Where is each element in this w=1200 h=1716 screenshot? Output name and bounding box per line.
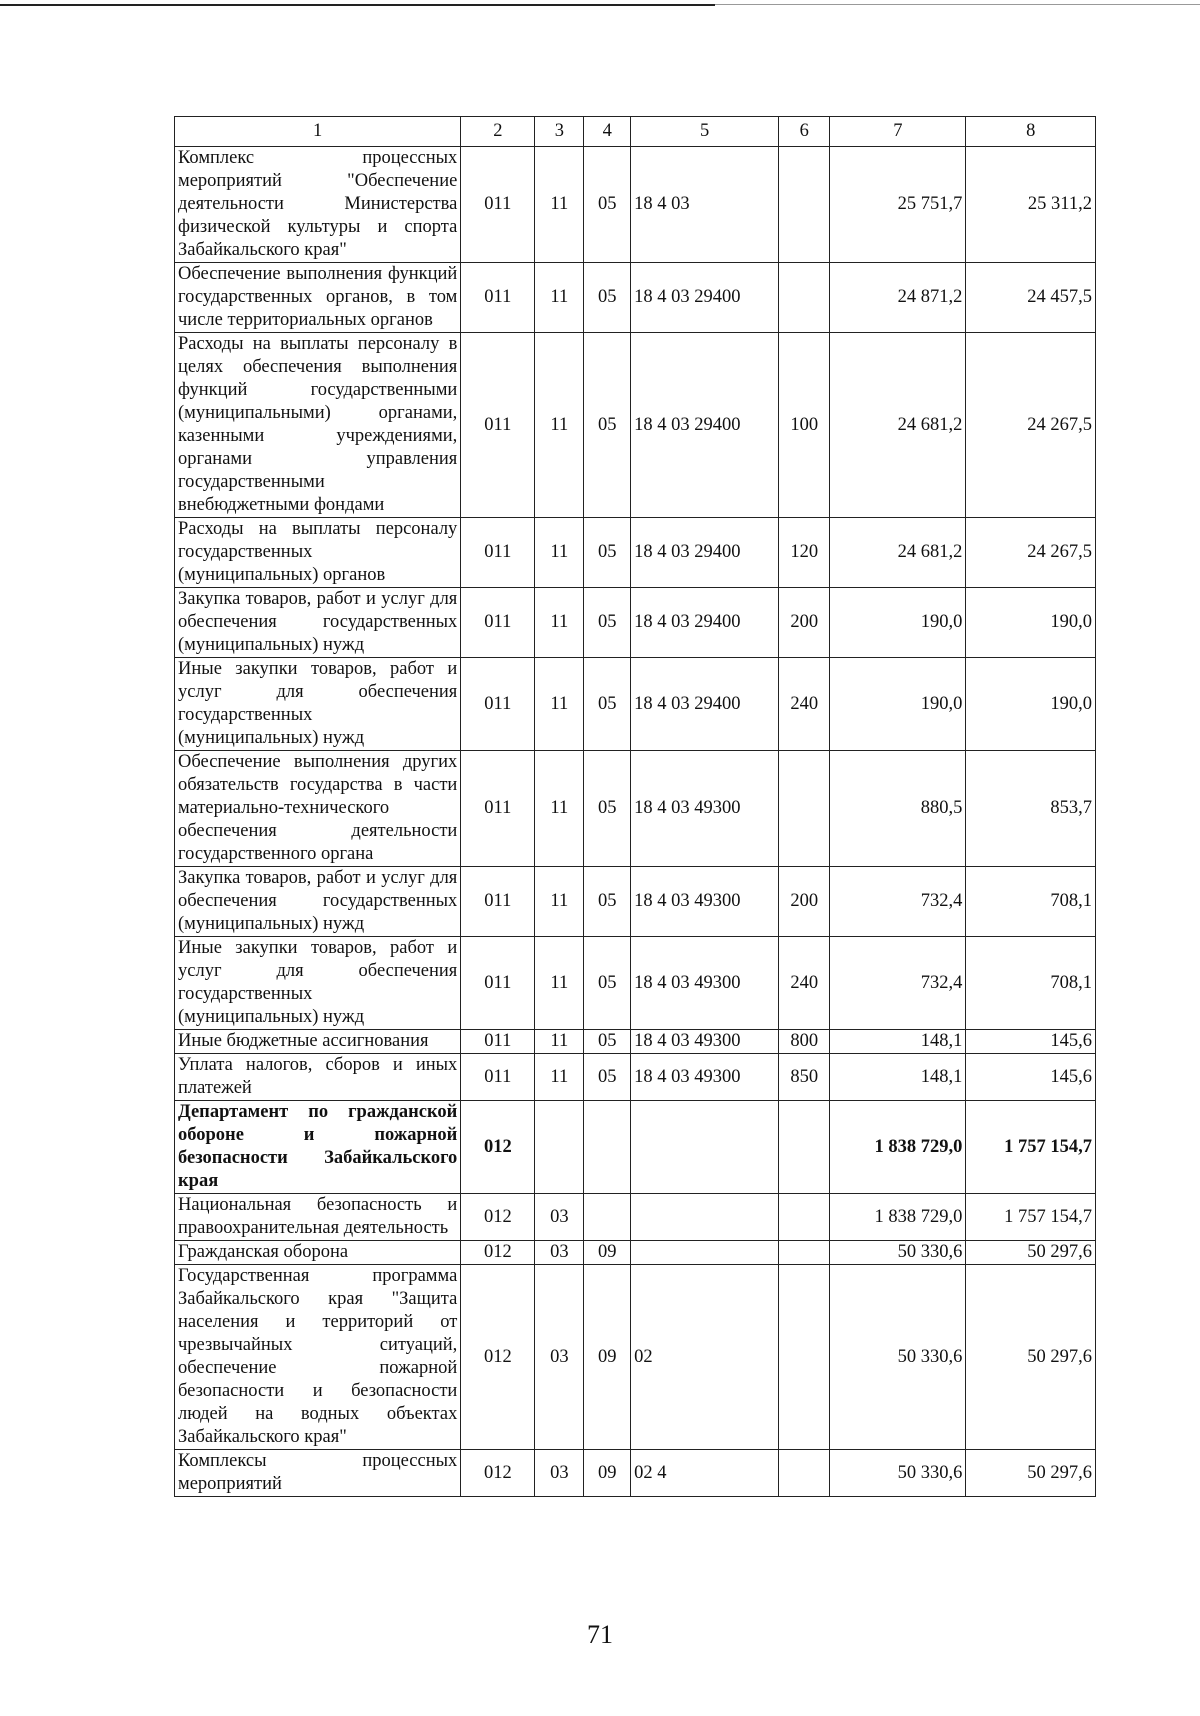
amount-col7-cell: 24 871,2 xyxy=(830,263,966,333)
ministry-code-cell: 011 xyxy=(461,1030,535,1054)
expense-type-cell xyxy=(779,1101,830,1194)
amount-col7-cell: 732,4 xyxy=(830,937,966,1030)
target-article-cell: 18 4 03 xyxy=(631,147,779,263)
ministry-code-cell: 011 xyxy=(461,263,535,333)
subsection-code-cell: 09 xyxy=(584,1241,631,1265)
table-row xyxy=(175,1194,1096,1241)
target-article-cell: 18 4 03 49300 xyxy=(631,751,779,867)
amount-col7-cell: 50 330,6 xyxy=(830,1265,966,1450)
section-code-cell: 03 xyxy=(535,1241,584,1265)
ministry-code-cell: 011 xyxy=(461,867,535,937)
expense-type-cell xyxy=(779,1241,830,1265)
subsection-code-cell xyxy=(584,1194,631,1241)
table-row xyxy=(175,867,1096,937)
table-row xyxy=(175,658,1096,751)
top-border-line xyxy=(0,4,715,6)
row-name-cell: Расходы на выплаты персоналу в целях обеспечения выполнения функций государственными (муниципальными) органами, казенными учреждениями, органами управления государственными внебюджетными фондами xyxy=(175,333,461,518)
row-name-cell: Департамент по гражданской обороне и пожарной безопасности Забайкальского края xyxy=(175,1101,461,1194)
section-code-cell: 11 xyxy=(535,518,584,588)
ministry-code-cell: 012 xyxy=(461,1241,535,1265)
target-article-cell: 18 4 03 49300 xyxy=(631,867,779,937)
section-code-cell: 11 xyxy=(535,263,584,333)
row-name-cell: Расходы на выплаты персоналу государственных (муниципальных) органов xyxy=(175,518,461,588)
page-number: 71 xyxy=(587,1620,613,1649)
row-name-cell: Государственная программа Забайкальского края "Защита населения и территорий от чрезвычайных ситуаций, обеспечение пожарной безопасности и безопасности людей на водных объектах Забайкальского края" xyxy=(175,1265,461,1450)
table-row xyxy=(175,1101,1096,1194)
table-header-row xyxy=(175,117,1096,147)
subsection-code-cell: 05 xyxy=(584,588,631,658)
table-row xyxy=(175,1241,1096,1265)
column-header-3: 3 xyxy=(535,117,584,147)
amount-col8-cell: 853,7 xyxy=(966,751,1096,867)
subsection-code-cell: 05 xyxy=(584,263,631,333)
ministry-code-cell: 011 xyxy=(461,1054,535,1101)
column-header-7: 7 xyxy=(830,117,966,147)
expense-type-cell: 800 xyxy=(779,1030,830,1054)
amount-col7-cell: 190,0 xyxy=(830,658,966,751)
column-header-1: 1 xyxy=(175,117,461,147)
section-code-cell: 03 xyxy=(535,1450,584,1497)
expense-type-cell: 240 xyxy=(779,937,830,1030)
amount-col8-cell: 25 311,2 xyxy=(966,147,1096,263)
expense-type-cell: 100 xyxy=(779,333,830,518)
amount-col7-cell: 24 681,2 xyxy=(830,333,966,518)
target-article-cell: 18 4 03 29400 xyxy=(631,658,779,751)
target-article-cell: 18 4 03 49300 xyxy=(631,1030,779,1054)
subsection-code-cell: 05 xyxy=(584,333,631,518)
amount-col8-cell: 1 757 154,7 xyxy=(966,1194,1096,1241)
subsection-code-cell: 05 xyxy=(584,147,631,263)
subsection-code-cell: 05 xyxy=(584,1054,631,1101)
target-article-cell: 18 4 03 49300 xyxy=(631,937,779,1030)
expense-type-cell xyxy=(779,751,830,867)
column-header-6: 6 xyxy=(779,117,830,147)
ministry-code-cell: 011 xyxy=(461,147,535,263)
top-border-line-faint xyxy=(715,4,1200,5)
target-article-cell: 18 4 03 29400 xyxy=(631,263,779,333)
section-code-cell: 03 xyxy=(535,1265,584,1450)
target-article-cell xyxy=(631,1241,779,1265)
amount-col8-cell: 1 757 154,7 xyxy=(966,1101,1096,1194)
amount-col7-cell: 148,1 xyxy=(830,1054,966,1101)
table-row xyxy=(175,1265,1096,1450)
section-code-cell: 11 xyxy=(535,333,584,518)
row-name-cell: Обеспечение выполнения функций государственных органов, в том числе территориальных органов xyxy=(175,263,461,333)
row-name-cell: Национальная безопасность и правоохранительная деятельность xyxy=(175,1194,461,1241)
row-name-cell: Закупка товаров, работ и услуг для обеспечения государственных (муниципальных) нужд xyxy=(175,867,461,937)
amount-col7-cell: 1 838 729,0 xyxy=(830,1101,966,1194)
table-row xyxy=(175,751,1096,867)
amount-col8-cell: 24 267,5 xyxy=(966,518,1096,588)
row-name-cell: Комплекс процессных мероприятий "Обеспечение деятельности Министерства физической культуры и спорта Забайкальского края" xyxy=(175,147,461,263)
table-row xyxy=(175,1054,1096,1101)
ministry-code-cell: 011 xyxy=(461,658,535,751)
column-header-5: 5 xyxy=(631,117,779,147)
expense-type-cell: 850 xyxy=(779,1054,830,1101)
amount-col7-cell: 50 330,6 xyxy=(830,1450,966,1497)
row-name-cell: Иные бюджетные ассигнования xyxy=(175,1030,461,1054)
row-name-cell: Иные закупки товаров, работ и услуг для обеспечения государственных (муниципальных) нужд xyxy=(175,937,461,1030)
amount-col8-cell: 50 297,6 xyxy=(966,1265,1096,1450)
expense-type-cell: 240 xyxy=(779,658,830,751)
row-name-cell: Иные закупки товаров, работ и услуг для обеспечения государственных (муниципальных) нужд xyxy=(175,658,461,751)
amount-col8-cell: 50 297,6 xyxy=(966,1450,1096,1497)
target-article-cell: 02 4 xyxy=(631,1450,779,1497)
target-article-cell xyxy=(631,1101,779,1194)
amount-col7-cell: 1 838 729,0 xyxy=(830,1194,966,1241)
row-name-cell: Обеспечение выполнения других обязательств государства в части материально-технического обеспечения деятельности государственного органа xyxy=(175,751,461,867)
section-code-cell: 11 xyxy=(535,588,584,658)
column-header-4: 4 xyxy=(584,117,631,147)
expense-type-cell: 200 xyxy=(779,588,830,658)
column-header-8: 8 xyxy=(966,117,1096,147)
expense-type-cell xyxy=(779,1450,830,1497)
table-row xyxy=(175,147,1096,263)
amount-col8-cell: 190,0 xyxy=(966,588,1096,658)
target-article-cell: 02 xyxy=(631,1265,779,1450)
table-row xyxy=(175,1450,1096,1497)
amount-col7-cell: 190,0 xyxy=(830,588,966,658)
amount-col8-cell: 190,0 xyxy=(966,658,1096,751)
expense-type-cell xyxy=(779,147,830,263)
section-code-cell: 11 xyxy=(535,867,584,937)
subsection-code-cell: 05 xyxy=(584,518,631,588)
row-name-cell: Гражданская оборона xyxy=(175,1241,461,1265)
ministry-code-cell: 011 xyxy=(461,518,535,588)
section-code-cell xyxy=(535,1101,584,1194)
budget-table xyxy=(174,116,1096,1497)
ministry-code-cell: 012 xyxy=(461,1101,535,1194)
table-row xyxy=(175,263,1096,333)
amount-col7-cell: 732,4 xyxy=(830,867,966,937)
section-code-cell: 11 xyxy=(535,658,584,751)
subsection-code-cell: 05 xyxy=(584,937,631,1030)
subsection-code-cell: 05 xyxy=(584,867,631,937)
amount-col8-cell: 708,1 xyxy=(966,937,1096,1030)
target-article-cell: 18 4 03 29400 xyxy=(631,333,779,518)
subsection-code-cell xyxy=(584,1101,631,1194)
table-row xyxy=(175,937,1096,1030)
table-row xyxy=(175,1030,1096,1054)
ministry-code-cell: 012 xyxy=(461,1265,535,1450)
target-article-cell xyxy=(631,1194,779,1241)
expense-type-cell xyxy=(779,263,830,333)
row-name-cell: Комплексы процессных мероприятий xyxy=(175,1450,461,1497)
ministry-code-cell: 012 xyxy=(461,1450,535,1497)
target-article-cell: 18 4 03 49300 xyxy=(631,1054,779,1101)
ministry-code-cell: 011 xyxy=(461,751,535,867)
amount-col7-cell: 24 681,2 xyxy=(830,518,966,588)
table-row xyxy=(175,588,1096,658)
subsection-code-cell: 09 xyxy=(584,1265,631,1450)
amount-col7-cell: 50 330,6 xyxy=(830,1241,966,1265)
section-code-cell: 11 xyxy=(535,147,584,263)
ministry-code-cell: 011 xyxy=(461,333,535,518)
section-code-cell: 11 xyxy=(535,751,584,867)
row-name-cell: Уплата налогов, сборов и иных платежей xyxy=(175,1054,461,1101)
expense-type-cell: 200 xyxy=(779,867,830,937)
row-name-cell: Закупка товаров, работ и услуг для обеспечения государственных (муниципальных) нужд xyxy=(175,588,461,658)
target-article-cell: 18 4 03 29400 xyxy=(631,588,779,658)
section-code-cell: 03 xyxy=(535,1194,584,1241)
amount-col7-cell: 148,1 xyxy=(830,1030,966,1054)
amount-col8-cell: 145,6 xyxy=(966,1030,1096,1054)
subsection-code-cell: 09 xyxy=(584,1450,631,1497)
amount-col8-cell: 50 297,6 xyxy=(966,1241,1096,1265)
table-row xyxy=(175,333,1096,518)
section-code-cell: 11 xyxy=(535,1054,584,1101)
table-row xyxy=(175,518,1096,588)
ministry-code-cell: 011 xyxy=(461,937,535,1030)
expense-type-cell xyxy=(779,1265,830,1450)
subsection-code-cell: 05 xyxy=(584,751,631,867)
ministry-code-cell: 011 xyxy=(461,588,535,658)
subsection-code-cell: 05 xyxy=(584,1030,631,1054)
amount-col7-cell: 880,5 xyxy=(830,751,966,867)
ministry-code-cell: 012 xyxy=(461,1194,535,1241)
expense-type-cell: 120 xyxy=(779,518,830,588)
section-code-cell: 11 xyxy=(535,937,584,1030)
amount-col7-cell: 25 751,7 xyxy=(830,147,966,263)
expense-type-cell xyxy=(779,1194,830,1241)
amount-col8-cell: 24 267,5 xyxy=(966,333,1096,518)
amount-col8-cell: 708,1 xyxy=(966,867,1096,937)
column-header-2: 2 xyxy=(461,117,535,147)
section-code-cell: 11 xyxy=(535,1030,584,1054)
amount-col8-cell: 145,6 xyxy=(966,1054,1096,1101)
target-article-cell: 18 4 03 29400 xyxy=(631,518,779,588)
subsection-code-cell: 05 xyxy=(584,658,631,751)
amount-col8-cell: 24 457,5 xyxy=(966,263,1096,333)
